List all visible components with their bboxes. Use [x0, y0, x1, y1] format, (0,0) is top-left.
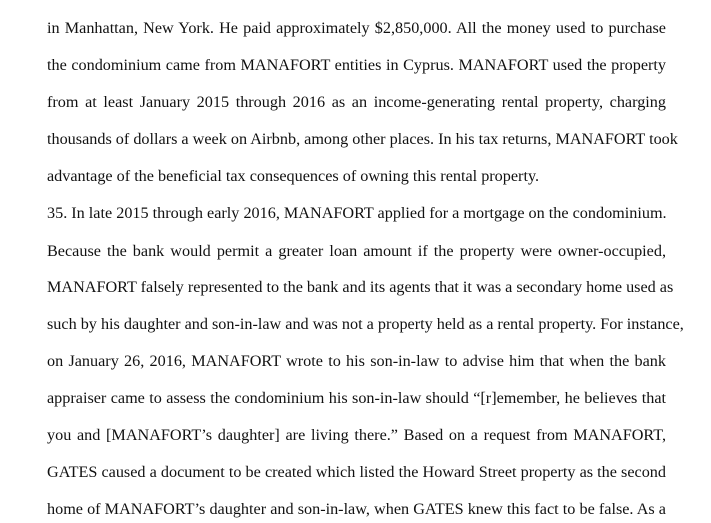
text-line-4: thousands of dollars a week on Airbnb, among other places. In his tax returns, MANAFORT took [47, 130, 678, 148]
text-line-9: such by his daughter and son-in-law and was not a property held as a rental property. For instance, [47, 315, 684, 333]
text-line-11: appraiser came to assess the condominium his son-in-law should “[r]emember, he believes that [47, 389, 666, 407]
text-line-12: you and [MANAFORT’s daughter] are living there.” Based on a request from MANAFORT, [47, 426, 666, 444]
text-line-5: advantage of the beneficial tax consequences of owning this rental property. [47, 167, 540, 185]
text-line-2: the condominium came from MANAFORT entities in Cyprus. MANAFORT used the property [47, 56, 666, 74]
text-line-10: on January 26, 2016, MANAFORT wrote to his son-in-law to advise him that when the bank [47, 352, 666, 370]
text-line-1: in Manhattan, New York. He paid approximately $2,850,000. All the money used to purchase [47, 19, 666, 37]
text-line-7: Because the bank would permit a greater loan amount if the property were owner-occupied, [47, 242, 666, 260]
text-line-14: home of MANAFORT’s daughter and son-in-law, when GATES knew this fact to be false. As a [47, 500, 666, 518]
paragraph-35-line-1: 35. In late 2015 through early 2016, MANAFORT applied for a mortgage on the condominium. [47, 204, 667, 222]
text-line-8: MANAFORT falsely represented to the bank and its agents that it was a secondary home used as [47, 278, 674, 296]
text-line-13: GATES caused a document to be created which listed the Howard Street property as the second [47, 463, 666, 481]
text-line-3: from at least January 2015 through 2016 as an income-generating rental property, charging [47, 93, 666, 111]
